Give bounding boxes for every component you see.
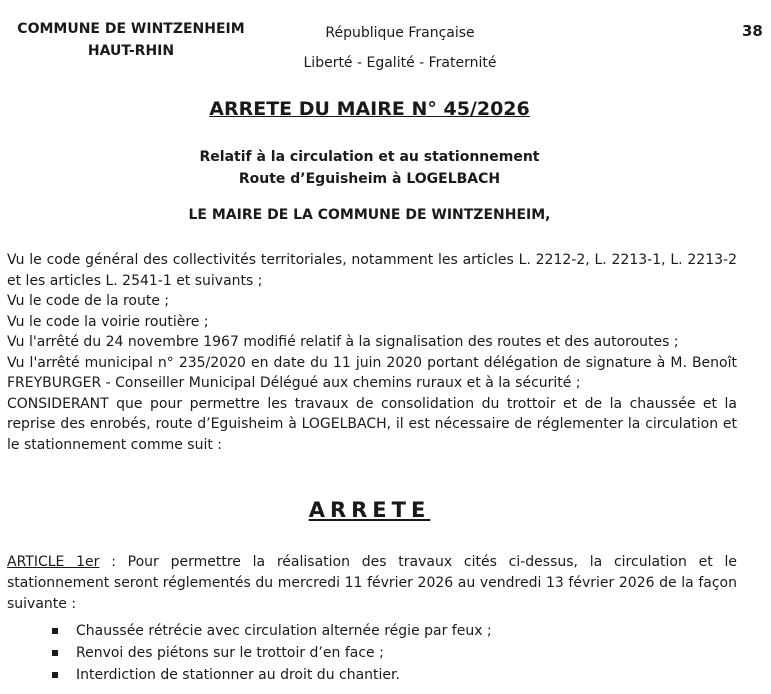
measure-item: [52, 664, 732, 686]
visa-item: Vu le code la voirie routière ;: [7, 313, 209, 330]
mayor-heading: LE MAIRE DE LA COMMUNE DE WINTZENHEIM,: [188, 207, 551, 223]
subtitle-line-2: Route d’Eguisheim à LOGELBACH: [238, 171, 501, 187]
article-1-text: : Pour permettre la réalisation des travaux cités ci-dessus, la circulation et le stationnement seront réglementés du mercredi 11 février 2026 au vendredi 13 février 2026 de la façon suivante :: [7, 554, 737, 612]
subtitle: [0, 146, 739, 190]
measure-item: [52, 642, 732, 664]
visa-item: Vu l'arrêté municipal n° 235/2020 en date du 11 juin 2020 portant délégation de signature à M. Benoît FREYBURGER - Conseiller Municipal Délégué aux chemins ruraux et à la sécurité ;: [7, 354, 737, 391]
page-number: 38: [742, 22, 763, 40]
subtitle-line-1: Relatif à la circulation et au stationnement: [199, 149, 540, 165]
commune-name: COMMUNE DE WINTZENHEIM: [17, 21, 245, 37]
square-bullet-icon: [52, 672, 58, 678]
visa-item: Vu le code de la route ;: [7, 293, 170, 309]
measure-text: Interdiction de stationner au droit du chantier.: [76, 667, 400, 683]
republic-header: [290, 18, 510, 78]
measure-text: Chaussée rétrécie avec circulation alternée régie par feux ;: [76, 623, 492, 639]
article-1-label: ARTICLE 1er: [7, 554, 100, 570]
measure-text: Renvoi des piétons sur le trottoir d’en face ;: [76, 645, 384, 661]
article-1: [7, 552, 737, 615]
visa-item: Vu l'arrêté du 24 novembre 1967 modifié relatif à la signalisation des routes et des autoroutes ;: [7, 334, 679, 350]
commune-header: [0, 18, 262, 62]
measure-item: [52, 620, 732, 642]
visa-item: Vu le code général des collectivités territoriales, notamment les articles L. 2212-2, L. 2213-1, L. 2213-2 et les articles L. 2541-1 et suivants ;: [7, 252, 737, 289]
visa-item: CONSIDERANT que pour permettre les travaux de consolidation du trottoir et de la chaussée et la reprise des enrobés, route d’Eguisheim à LOGELBACH, il est nécessaire de réglementer la circulation et le stationnement comme suit :: [7, 395, 737, 453]
motto: Liberté - Egalité - Fraternité: [303, 55, 497, 71]
republic-label: République Française: [325, 25, 475, 41]
measures-list: [52, 620, 732, 686]
arrete-heading: ARRETE: [308, 498, 431, 522]
visas-list: [7, 250, 737, 455]
square-bullet-icon: [52, 650, 58, 656]
square-bullet-icon: [52, 628, 58, 634]
department-name: HAUT-RHIN: [87, 43, 175, 59]
document-title: ARRETE DU MAIRE N° 45/2026: [209, 98, 530, 120]
